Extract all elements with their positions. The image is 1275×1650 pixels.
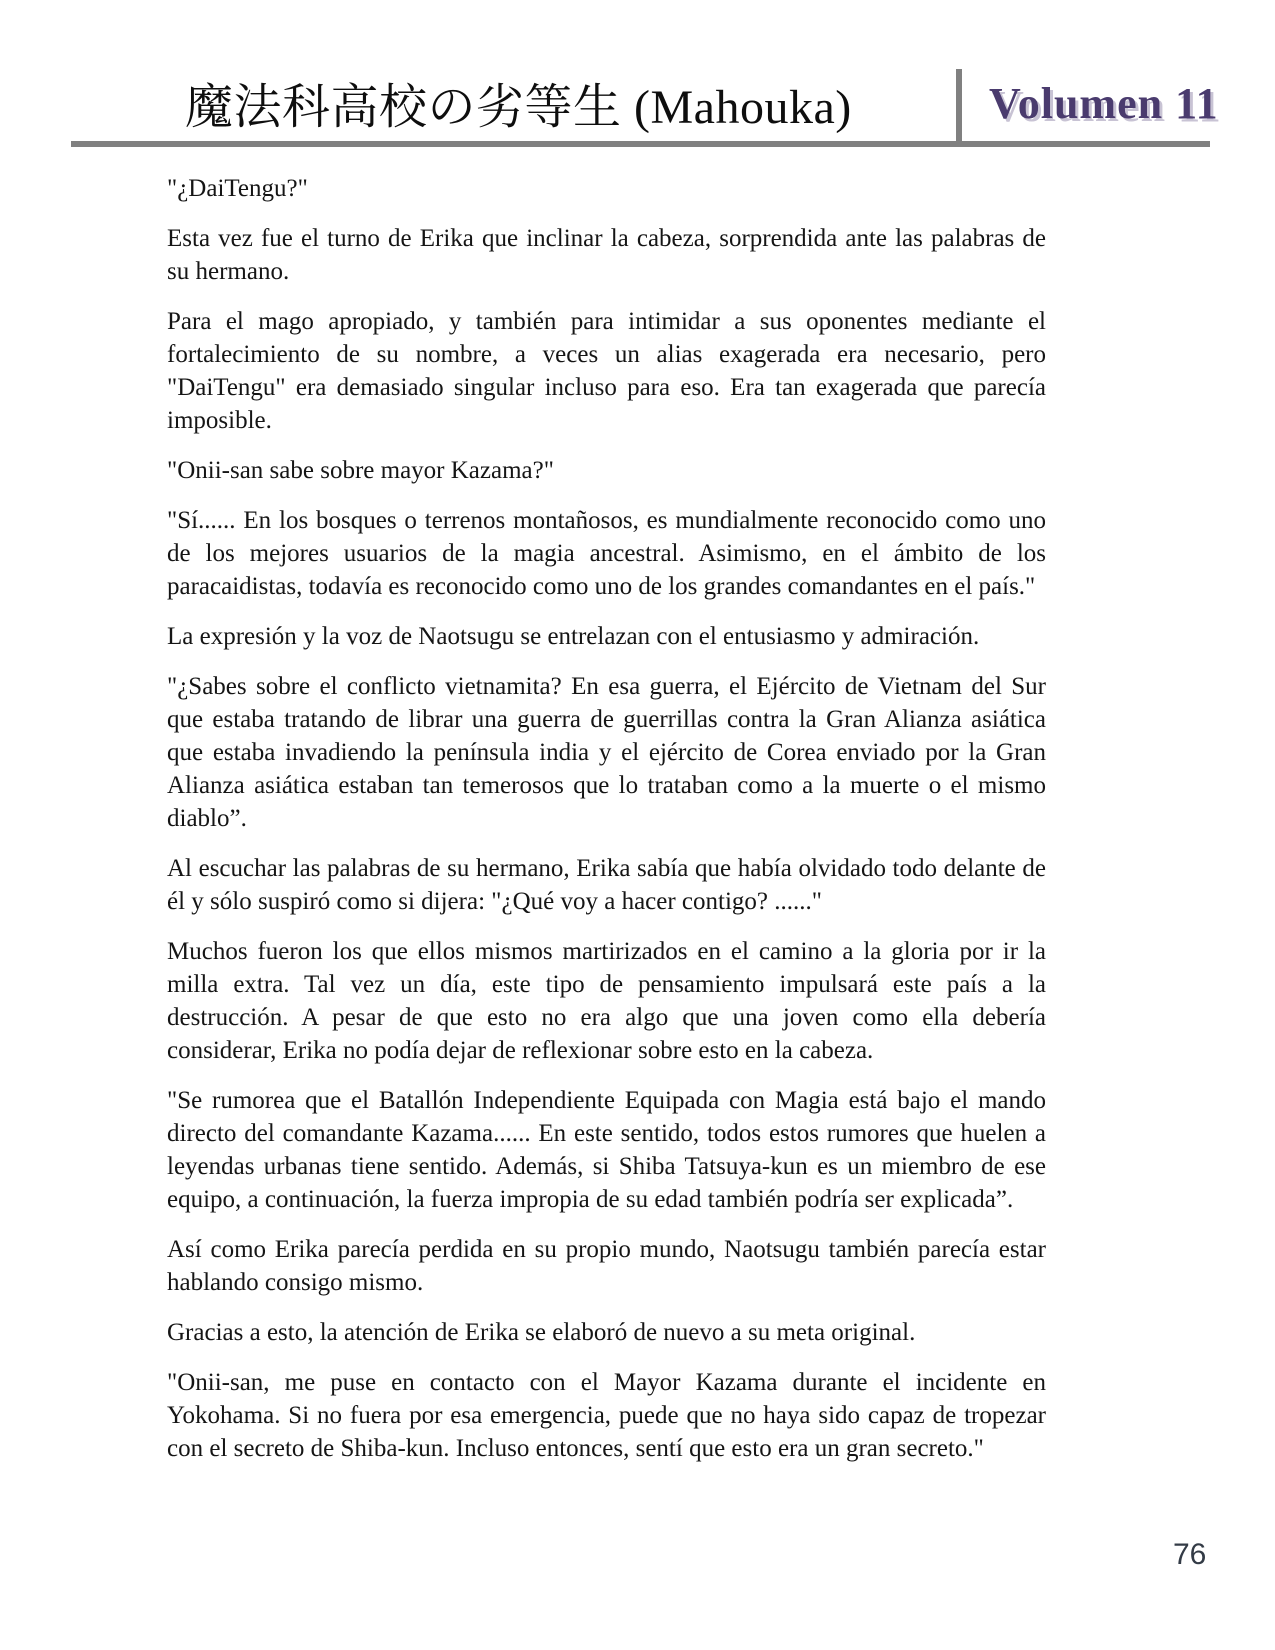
page-number: 76 (1173, 1538, 1207, 1571)
paragraph-dialogue: "¿DaiTengu?" (167, 175, 308, 202)
paragraph-dialogue: "Se rumorea que el Batallón Independiente Equipada con Magia está bajo el mando directo del comandante Kazama...... En este sentido, todos estos rumores que huelen a leyendas urbanas tiene sentido. Además, si Shiba Tatsuya-kun es un miembro de ese equipo, a continuación, la fuerza impropia de su edad también podría ser explicada”. (167, 1087, 1046, 1213)
paragraph-narration: Muchos fueron los que ellos mismos martirizados en el camino a la gloria por ir la milla extra. Tal vez un día, este tipo de pensamiento impulsará este país a la destrucción. A pesar de que esto no era algo que una joven como ella debería considerar, Erika no podía dejar de reflexionar sobre esto en la cabeza. (167, 938, 1046, 1064)
paragraph-narration: La expresión y la voz de Naotsugu se entrelazan con el entusiasmo y admiración. (167, 623, 980, 650)
body-text-column (167, 172, 1046, 1482)
paragraph-narration: Para el mago apropiado, y también para intimidar a sus oponentes mediante el fortalecimiento de su nombre, a veces un alias exagerada era necesario, pero "DaiTengu" era demasiado singular incluso para eso. Era tan exagerada que parecía imposible. (167, 308, 1046, 434)
paragraph-narration: Gracias a esto, la atención de Erika se elaboró de nuevo a su meta original. (167, 1319, 916, 1346)
paragraph-narration: Esta vez fue el turno de Erika que inclinar la cabeza, sorprendida ante las palabras de su hermano. (167, 225, 1046, 285)
paragraph-narration: Al escuchar las palabras de su hermano, Erika sabía que había olvidado todo delante de él y sólo suspiró como si dijera: "¿Qué voy a hacer contigo? ......" (167, 855, 1046, 915)
paragraph-dialogue: "Onii-san sabe sobre mayor Kazama?" (167, 457, 554, 484)
paragraph-narration: Así como Erika parecía perdida en su propio mundo, Naotsugu también parecía estar hablando consigo mismo. (167, 1236, 1046, 1296)
paragraph-dialogue: "Sí...... En los bosques o terrenos montañosos, es mundialmente reconocido como uno de los mejores usuarios de la magia ancestral. Asimismo, en el ámbito de los paracaidistas, todavía es reconocido como uno de los grandes comandantes en el país." (167, 507, 1046, 600)
document-title: 魔法科高校の劣等生 (Mahouka) (185, 81, 852, 134)
paragraph-dialogue: "¿Sabes sobre el conflicto vietnamita? En esa guerra, el Ejército de Vietnam del Sur que estaba tratando de librar una guerra de guerrillas contra la Gran Alianza asiática que estaba invadiendo la península india y el ejército de Corea enviado por la Gran Alianza asiática estaban tan temerosos que lo trataban como a la muerte o el mismo diablo”. (167, 673, 1046, 832)
header-divider-bar (956, 69, 962, 147)
header-rule (71, 141, 1210, 147)
paragraph-dialogue: "Onii-san, me puse en contacto con el Mayor Kazama durante el incidente en Yokohama. Si no fuera por esa emergencia, puede que no haya sido capaz de tropezar con el secreto de Shiba-kun. Incluso entonces, sentí que esto era un gran secreto." (167, 1369, 1046, 1462)
volume-label: Volumen 11 (989, 79, 1219, 128)
